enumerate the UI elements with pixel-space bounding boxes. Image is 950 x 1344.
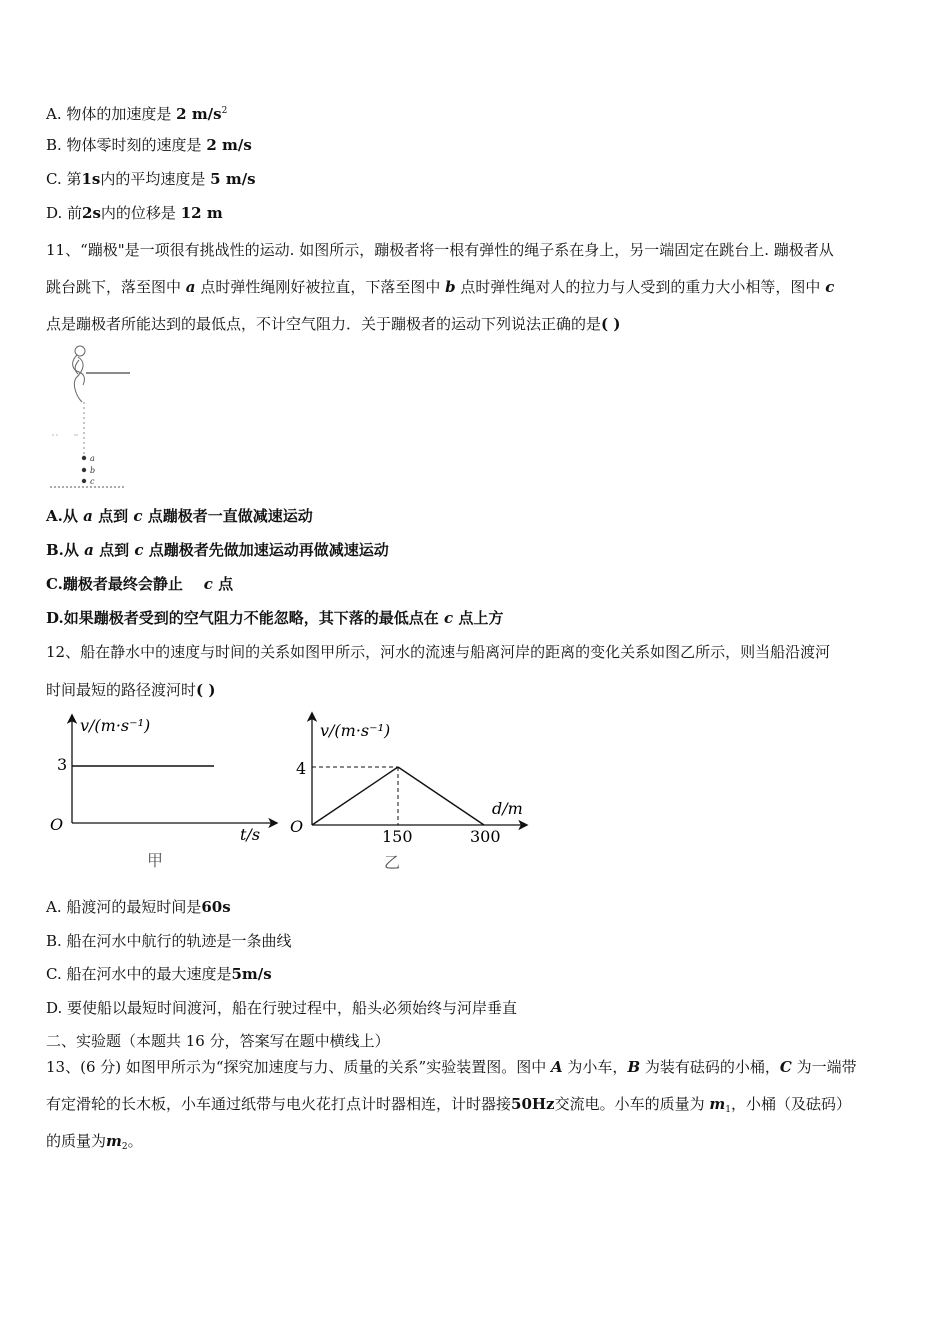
q13-stem-line2	[46, 1094, 851, 1120]
point-a	[82, 456, 86, 460]
chart-caption: 甲	[147, 851, 164, 870]
variable-m1: m	[709, 1095, 726, 1113]
option-text: 点蹦极者一直做减速运动	[147, 507, 313, 525]
option-text: D.如果蹦极者受到的空气阻力不能忽略，其下落的最低点在	[46, 609, 439, 627]
frequency-value: 50Hz	[511, 1095, 555, 1113]
chart-yi	[286, 708, 536, 878]
variable-a: a	[185, 278, 196, 296]
subscript: 1	[725, 1105, 731, 1115]
q11-stem-line3	[46, 314, 620, 334]
answer-blank: ( )	[196, 681, 216, 699]
q12-option-b: B. 船在河水中航行的轨迹是一条曲线	[46, 932, 292, 950]
x-axis-label: d/m	[492, 799, 523, 818]
stem-text: 有定滑轮的长木板，小车通过纸带与电火花打点计时器相连，计时器接	[46, 1095, 512, 1113]
q12-stem-line1: 12、船在静水中的速度与时间的关系如图甲所示，河水的流速与船离河岸的距离的变化关系如图乙所示，则当船沿渡河	[46, 643, 831, 661]
stem-text: 为小车，	[567, 1058, 628, 1076]
option-text: 点上方	[458, 609, 504, 627]
q12-stem-line2	[46, 680, 215, 700]
q11-option-a	[46, 506, 313, 526]
label-a: a	[90, 454, 95, 463]
x-axis-label: t/s	[240, 825, 261, 844]
unit-superscript: 2	[221, 106, 228, 116]
stem-text: ，小桶（及砝码）	[731, 1095, 852, 1113]
q12-option-c	[46, 964, 272, 984]
bungee-figure	[46, 340, 136, 495]
variable-A: A	[551, 1058, 563, 1076]
chart-caption: 乙	[384, 853, 401, 872]
stem-text: 交流电。小车的质量为	[554, 1095, 705, 1113]
option-value: 12 m	[180, 204, 223, 222]
section-heading: 二、实验题（本题共 16 分，答案写在题中横线上）	[46, 1032, 390, 1050]
answer-blank: ( )	[601, 315, 621, 333]
stem-text: 。	[127, 1132, 143, 1150]
option-text: C.蹦极者最终会静止	[46, 575, 183, 593]
x-tick-label: 300	[470, 827, 501, 846]
variable-c: c	[825, 278, 835, 296]
option-value: 60s	[201, 898, 231, 916]
option-text: B. 物体零时刻的速度是	[46, 136, 202, 154]
q12-option-a	[46, 897, 231, 917]
stem-text: 时间最短的路径渡河时	[46, 681, 197, 699]
variable-c: c	[134, 541, 144, 559]
stem-text: 为装有砝码的小桶，	[644, 1058, 780, 1076]
label-c: c	[90, 477, 95, 486]
y-tick-label: 4	[296, 759, 307, 778]
variable-c: c	[443, 609, 454, 627]
variable-a: a	[84, 541, 94, 559]
variable-c: c	[133, 507, 143, 525]
q11-option-d	[46, 608, 503, 628]
origin-label: O	[290, 817, 304, 836]
option-value: 2 m/s	[176, 105, 222, 123]
y-axis-label: v/(m·s⁻¹)	[80, 716, 151, 735]
jumper-icon	[73, 346, 85, 402]
option-text: C. 第	[46, 170, 82, 188]
variable-c: c	[203, 575, 213, 593]
option-text: 内的平均速度是	[100, 170, 206, 188]
option-text: A. 船渡河的最短时间是	[46, 898, 202, 916]
stem-text: 13、(6 分) 如图甲所示为“探究加速度与力、质量的关系”实验装置图。图中	[46, 1058, 547, 1076]
variable-B: B	[627, 1058, 641, 1076]
stem-text: 点时弹性绳对人的拉力与人受到的重力大小相等，图中	[460, 278, 821, 296]
origin-label: O	[50, 815, 64, 834]
stem-text: 跳台跳下，落至图中	[46, 278, 182, 296]
option-text: C. 船在河水中的最大速度是	[46, 965, 232, 983]
q10-option-a	[46, 101, 227, 124]
point-b	[82, 468, 86, 472]
x-tick-label: 150	[382, 827, 413, 846]
variable-C: C	[779, 1058, 792, 1076]
option-text: 点到	[99, 541, 130, 559]
q10-option-d	[46, 203, 223, 223]
series-segment	[312, 767, 398, 825]
series-segment	[398, 767, 484, 825]
q13-stem-line3	[46, 1131, 143, 1157]
series-group	[312, 767, 484, 825]
y-axis-label: v/(m·s⁻¹)	[320, 721, 391, 740]
option-value: 2 m/s	[206, 136, 252, 154]
option-text: D. 前	[46, 204, 83, 222]
option-text: A. 物体的加速度是	[46, 105, 172, 123]
option-em: 2s	[82, 204, 101, 222]
chart-jia	[44, 708, 284, 878]
stem-text: 的质量为	[46, 1132, 107, 1150]
option-text: 内的位移是	[100, 204, 176, 222]
variable-m2: m	[106, 1132, 122, 1150]
option-text: 点	[218, 575, 234, 593]
option-em: 1s	[81, 170, 101, 188]
q10-option-c	[46, 169, 256, 189]
stem-text: 点是蹦极者所能达到的最低点，不计空气阻力．关于蹦极者的运动下列说法正确的是	[46, 315, 602, 333]
stem-text: 点时弹性绳刚好被拉直，下落至图中	[200, 278, 441, 296]
option-value: 5 m/s	[210, 170, 256, 188]
q13-stem-line1	[46, 1057, 857, 1077]
stem-text: 为一端带	[796, 1058, 857, 1076]
point-c	[82, 479, 86, 483]
y-tick-label: 3	[57, 755, 68, 774]
variable-a: a	[83, 507, 93, 525]
option-text: 点蹦极者先做加速运动再做减速运动	[148, 541, 389, 559]
q11-stem-line2	[46, 277, 834, 297]
subscript: 2	[121, 1142, 128, 1152]
option-text: B.从	[46, 541, 79, 559]
option-value: 5m/s	[231, 965, 272, 983]
q11-stem-line1: 11、“蹦极"是一项很有挑战性的运动. 如图所示，蹦极者将一根有弹性的绳子系在身上，另一端固定在跳台上. 蹦极者从	[46, 241, 834, 259]
q11-option-b	[46, 540, 389, 560]
q11-option-c	[46, 574, 233, 594]
q12-option-d: D. 要使船以最短时间渡河，船在行驶过程中，船头必须始终与河岸垂直	[46, 999, 518, 1017]
option-text: 点到	[98, 507, 129, 525]
option-text: A.从	[46, 507, 78, 525]
variable-b: b	[445, 278, 456, 296]
label-b: b	[90, 466, 96, 475]
q10-option-b	[46, 135, 252, 155]
